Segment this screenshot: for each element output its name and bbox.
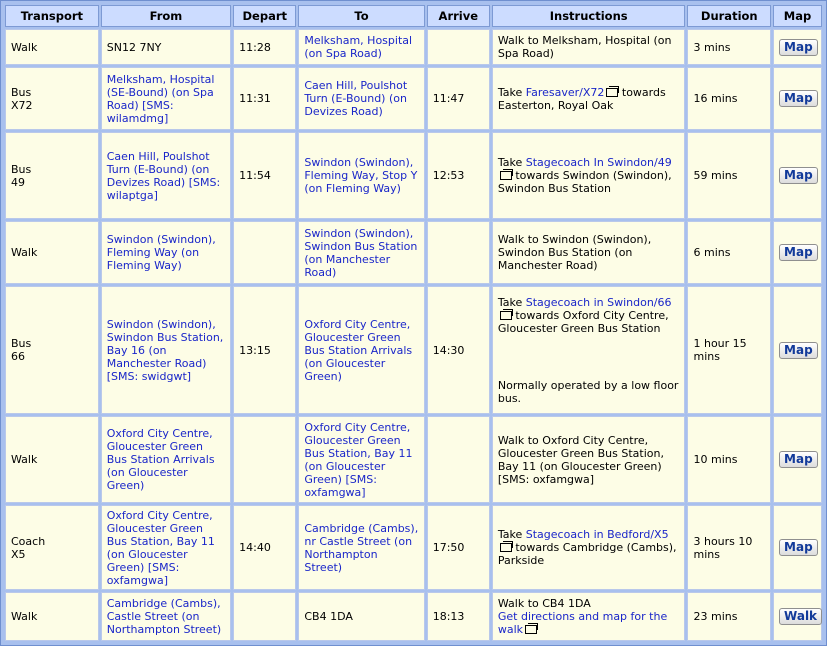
walk-button[interactable]: Walk	[779, 608, 822, 625]
journey-leg-row	[5, 505, 822, 590]
map-button[interactable]: Map	[779, 167, 818, 184]
transport-cell	[5, 29, 99, 65]
instructions-cell	[492, 286, 686, 414]
header-depart: Depart	[233, 5, 296, 27]
journey-table	[3, 3, 824, 643]
depart-time: 11:28	[233, 29, 296, 65]
to-stop-link[interactable]: Swindon (Swindon), Swindon Bus Station (on Manchester Road)	[304, 226, 418, 279]
from-cell	[101, 67, 231, 130]
transport-cell	[5, 505, 99, 590]
to-stop-link[interactable]: Melksham, Hospital (on Spa Road)	[304, 34, 413, 61]
header-row	[5, 5, 822, 27]
transport-service: 66	[11, 350, 25, 364]
map-cell	[773, 416, 822, 503]
instructions-text: Take	[497, 85, 526, 99]
duration: 3 mins	[687, 29, 771, 65]
journey-leg-row	[5, 221, 822, 284]
from-postcode: SN12 7NY	[106, 40, 162, 54]
journey-leg-row	[5, 416, 822, 503]
transport-cell	[5, 132, 99, 219]
to-postcode: CB4 1DA	[304, 610, 353, 624]
duration: 16 mins	[687, 67, 771, 130]
instructions-cell	[492, 505, 686, 590]
arrive-time: 11:47	[427, 67, 490, 130]
arrive-time: 14:30	[427, 286, 490, 414]
to-stop-link[interactable]: Swindon (Swindon), Fleming Way, Stop Y (on Fleming Way)	[304, 156, 418, 196]
duration: 3 hours 10 mins	[687, 505, 771, 590]
transport-mode: Coach	[11, 534, 46, 548]
journey-leg-row	[5, 132, 822, 219]
to-stop-link[interactable]: Oxford City Centre, Gloucester Green Bus Station Arrivals (on Gloucester Green)	[304, 317, 413, 383]
header-transport: Transport	[5, 5, 99, 27]
map-cell	[773, 221, 822, 284]
arrive-time	[427, 29, 490, 65]
transport-service: 49	[11, 175, 25, 189]
map-button[interactable]: Map	[779, 342, 818, 359]
from-stop-link[interactable]: Melksham, Hospital (SE-Bound) (on Spa Road) [SMS: wilamdmg]	[106, 72, 215, 125]
transport-cell	[5, 286, 99, 414]
map-button[interactable]: Map	[779, 539, 818, 556]
header-to: To	[298, 5, 424, 27]
transport-mode: Bus	[11, 337, 32, 351]
transport-mode: Walk	[11, 246, 38, 260]
instructions-text: Walk to Oxford City Centre, Gloucester Green Bus Station, Bay 11 (on Gloucester Green) [SMS: oxfamgwa]	[497, 433, 664, 486]
to-cell	[298, 416, 424, 503]
transport-cell	[5, 416, 99, 503]
new-window-icon[interactable]	[525, 625, 537, 634]
instructions-cell	[492, 29, 686, 65]
transport-cell	[5, 67, 99, 130]
transport-cell	[5, 221, 99, 284]
service-link[interactable]: Stagecoach In Swindon/49	[525, 156, 672, 170]
map-cell	[773, 286, 822, 414]
service-link[interactable]: Get directions and map for the walk	[497, 610, 668, 637]
instructions-text: Take	[497, 528, 526, 542]
header-duration: Duration	[687, 5, 771, 27]
transport-mode: Walk	[11, 453, 38, 467]
to-cell	[298, 286, 424, 414]
from-stop-link[interactable]: Swindon (Swindon), Fleming Way (on Fleming Way)	[106, 233, 216, 273]
instructions-towards-text: towards Swindon (Swindon), Swindon Bus Station	[497, 169, 672, 196]
map-cell	[773, 592, 822, 641]
from-stop-link[interactable]: Oxford City Centre, Gloucester Green Bus Station Arrivals (on Gloucester Green)	[106, 427, 215, 493]
service-link[interactable]: Stagecoach in Bedford/X5	[525, 528, 669, 542]
instructions-cell	[492, 592, 686, 641]
header-instructions: Instructions	[492, 5, 686, 27]
from-stop-link[interactable]: Cambridge (Cambs), Castle Street (on Northampton Street)	[106, 597, 222, 637]
instructions-cell	[492, 67, 686, 130]
map-cell	[773, 29, 822, 65]
map-cell	[773, 132, 822, 219]
from-cell	[101, 29, 231, 65]
depart-time: 11:31	[233, 67, 296, 130]
service-link[interactable]: Stagecoach in Swindon/66	[525, 295, 672, 309]
duration: 59 mins	[687, 132, 771, 219]
arrive-time: 18:13	[427, 592, 490, 641]
map-cell	[773, 67, 822, 130]
depart-time: 13:15	[233, 286, 296, 414]
instructions-text: Take	[497, 156, 526, 170]
to-stop-link[interactable]: Cambridge (Cambs), nr Castle Street (on Northampton Street)	[304, 521, 419, 574]
instructions-text: Walk to Swindon (Swindon), Swindon Bus Station (on Manchester Road)	[497, 233, 652, 273]
instructions-text: Walk to CB4 1DA	[497, 597, 591, 611]
instructions-towards-text: towards Cambridge (Cambs), Parkside	[497, 541, 677, 568]
depart-time	[233, 221, 296, 284]
to-cell	[298, 221, 424, 284]
instructions-text: Take	[497, 295, 526, 309]
depart-time	[233, 416, 296, 503]
transport-service: X5	[11, 547, 26, 561]
map-button[interactable]: Map	[779, 244, 818, 261]
header-map: Map	[773, 5, 822, 27]
from-stop-link[interactable]: Caen Hill, Poulshot Turn (E-Bound) (on Devizes Road) [SMS: wilaptga]	[106, 149, 221, 202]
from-stop-link[interactable]: Swindon (Swindon), Swindon Bus Station, Bay 16 (on Manchester Road) [SMS: swidgwt]	[106, 317, 224, 383]
transport-mode: Walk	[11, 40, 38, 54]
from-stop-link[interactable]: Oxford City Centre, Gloucester Green Bus Station, Bay 11 (on Gloucester Green) [SMS: oxfamgwa]	[106, 508, 215, 587]
to-cell	[298, 67, 424, 130]
arrive-time: 12:53	[427, 132, 490, 219]
journey-leg-row	[5, 29, 822, 65]
duration: 1 hour 15 mins	[687, 286, 771, 414]
to-stop-link[interactable]: Oxford City Centre, Gloucester Green Bus Station, Bay 11 (on Gloucester Green) [SMS: oxfamgwa]	[304, 420, 413, 499]
transport-cell	[5, 592, 99, 641]
instructions-towards-text: towards Oxford City Centre, Gloucester Green Bus Station	[497, 308, 669, 335]
service-link[interactable]: Faresaver/X72	[525, 85, 605, 99]
transport-mode: Walk	[11, 610, 38, 624]
new-window-icon[interactable]	[500, 311, 512, 320]
depart-time: 11:54	[233, 132, 296, 219]
duration: 10 mins	[687, 416, 771, 503]
header-arrive: Arrive	[427, 5, 490, 27]
transport-mode: Bus	[11, 85, 32, 99]
from-cell	[101, 416, 231, 503]
depart-time: 14:40	[233, 505, 296, 590]
header-from: From	[101, 5, 231, 27]
from-cell	[101, 286, 231, 414]
map-button[interactable]: Map	[779, 90, 818, 107]
transport-mode: Bus	[11, 162, 32, 176]
to-cell	[298, 505, 424, 590]
new-window-icon[interactable]	[606, 88, 618, 97]
map-cell	[773, 505, 822, 590]
to-cell	[298, 29, 424, 65]
to-cell	[298, 132, 424, 219]
instructions-cell	[492, 221, 686, 284]
from-cell	[101, 221, 231, 284]
journey-leg-row	[5, 67, 822, 130]
duration: 23 mins	[687, 592, 771, 641]
arrive-time: 17:50	[427, 505, 490, 590]
new-window-icon[interactable]	[500, 543, 512, 552]
to-stop-link[interactable]: Caen Hill, Poulshot Turn (E-Bound) (on Devizes Road)	[304, 79, 408, 119]
journey-leg-row	[5, 592, 822, 641]
map-button[interactable]: Map	[779, 39, 818, 56]
from-cell	[101, 592, 231, 641]
instructions-towards-text: towards Easterton, Royal Oak	[497, 85, 666, 112]
instructions-text: Walk to Melksham, Hospital (on Spa Road)	[497, 34, 672, 61]
duration: 6 mins	[687, 221, 771, 284]
map-button[interactable]: Map	[779, 451, 818, 468]
to-cell	[298, 592, 424, 641]
new-window-icon[interactable]	[500, 171, 512, 180]
instructions-cell	[492, 132, 686, 219]
depart-time	[233, 592, 296, 641]
transport-service: X72	[11, 98, 33, 112]
journey-leg-row	[5, 286, 822, 414]
instructions-cell	[492, 416, 686, 503]
arrive-time	[427, 416, 490, 503]
low-floor-note: Normally operated by a low floor bus.	[497, 378, 679, 405]
from-cell	[101, 132, 231, 219]
arrive-time	[427, 221, 490, 284]
from-cell	[101, 505, 231, 590]
